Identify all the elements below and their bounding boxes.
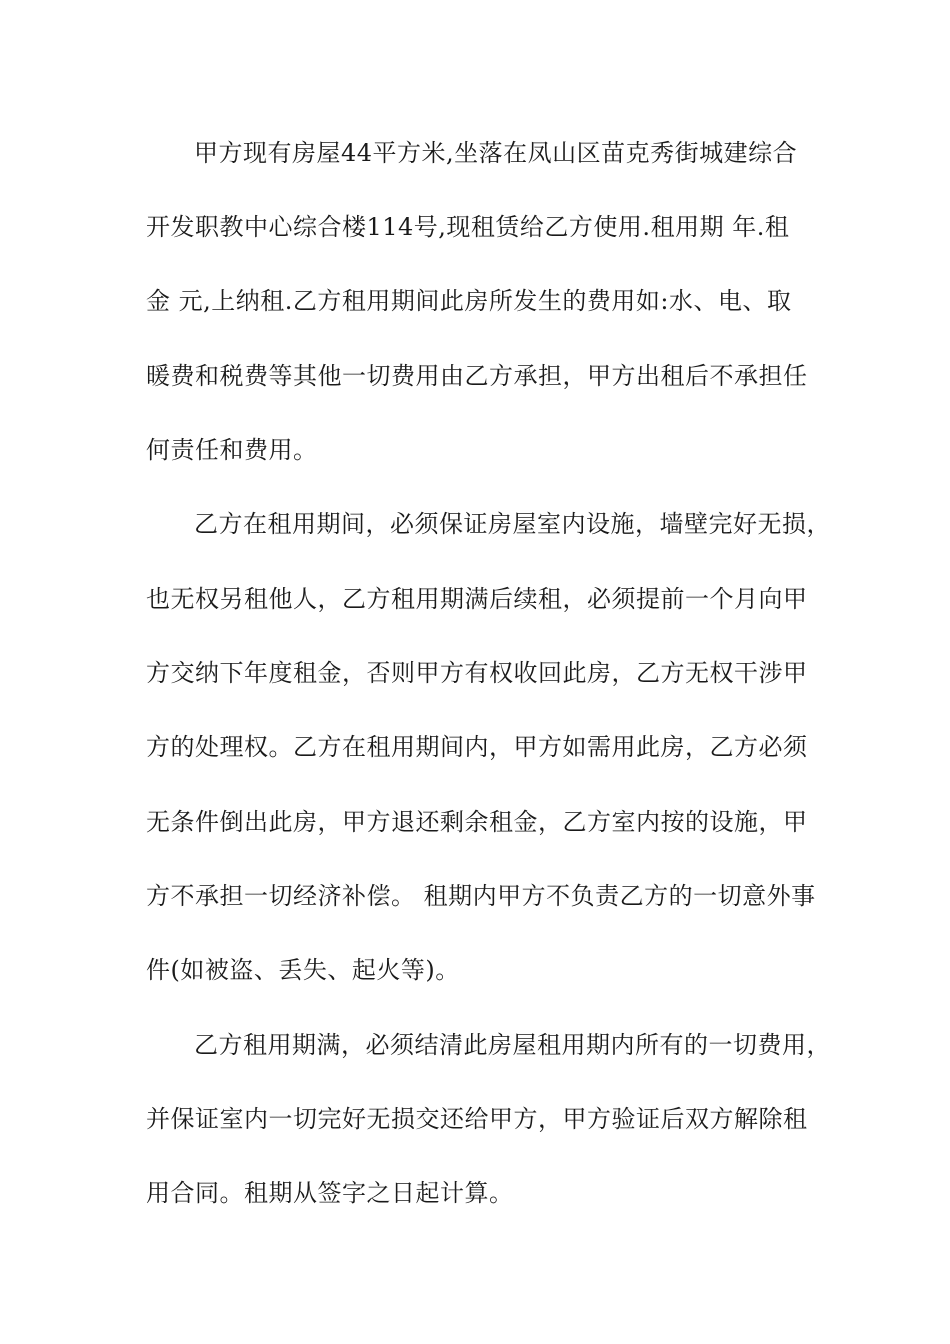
paragraph-2-line-6: 方不承担一切经济补偿。 租期内甲方不负责乙方的一切意外事 [146, 882, 816, 910]
paragraph-3-line-3: 用合同。租期从签字之日起计算。 [146, 1179, 514, 1207]
paragraph-1-line-4: 暖费和税费等其他一切费用由乙方承担，甲方出租后不承担任 [146, 362, 808, 390]
paragraph-2-line-1: 乙方在租用期间，必须保证房屋室内设施，墙壁完好无损， [194, 510, 831, 538]
paragraph-2-line-3: 方交纳下年度租金，否则甲方有权收回此房，乙方无权干涉甲 [146, 659, 808, 687]
paragraph-1-line-5: 何责任和费用。 [146, 436, 318, 464]
paragraph-3-line-1: 乙方租用期满，必须结清此房屋租用期内所有的一切费用， [194, 1031, 831, 1059]
paragraph-1-line-2: 开发职教中心综合楼114号,现租赁给乙方使用.租用期 年.租 [146, 213, 790, 241]
paragraph-2-line-4: 方的处理权。乙方在租用期间内，甲方如需用此房，乙方必须 [146, 733, 808, 761]
paragraph-1-line-1: 甲方现有房屋44平方米,坐落在凤山区苗克秀街城建综合 [194, 139, 798, 167]
paragraph-1-line-3: 金 元,上纳租.乙方租用期间此房所发生的费用如:水、电、取 [146, 287, 792, 315]
paragraph-3-line-2: 并保证室内一切完好无损交还给甲方，甲方验证后双方解除租 [146, 1105, 808, 1133]
paragraph-2-line-5: 无条件倒出此房，甲方退还剩余租金，乙方室内按的设施，甲 [146, 808, 808, 836]
paragraph-2-line-7: 件(如被盗、丢失、起火等)。 [146, 956, 460, 984]
paragraph-2-line-2: 也无权另租他人，乙方租用期满后续租，必须提前一个月向甲 [146, 585, 808, 613]
